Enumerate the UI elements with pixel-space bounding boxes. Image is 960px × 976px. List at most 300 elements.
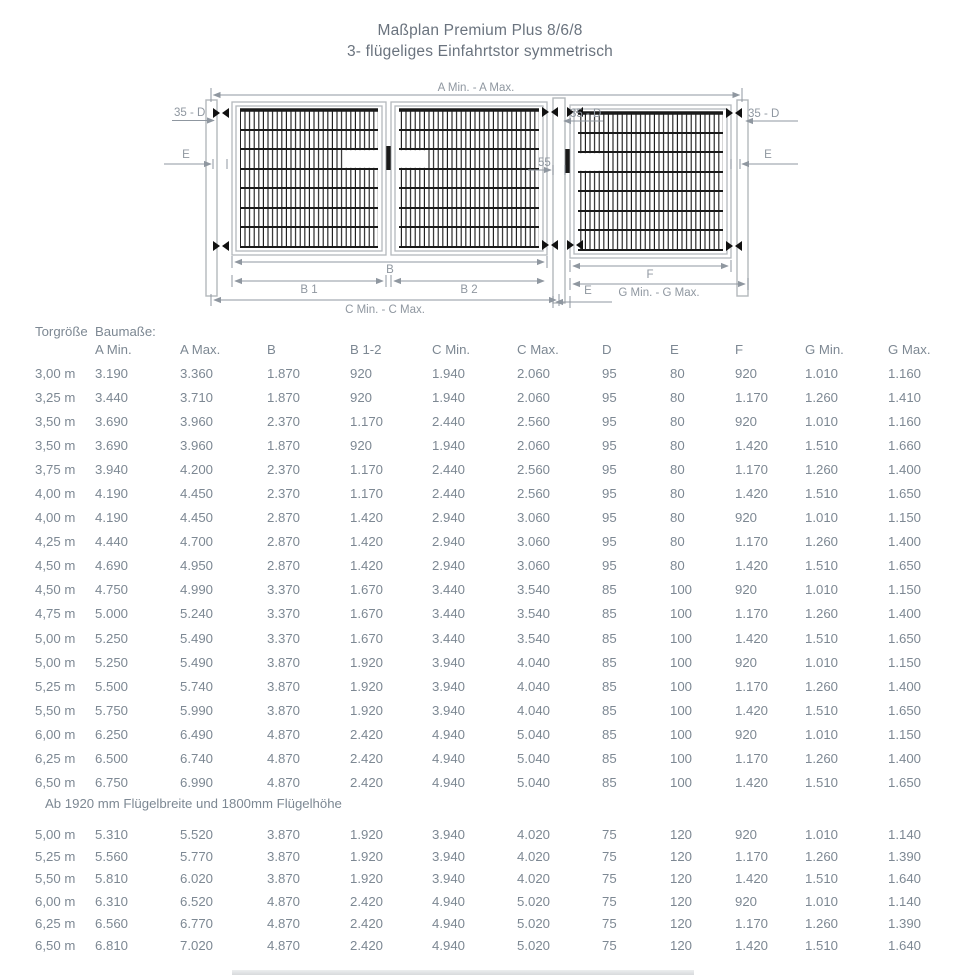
cell-value: 1.420 <box>735 938 769 954</box>
bottom-edge-mark <box>232 970 694 975</box>
cell-value: 5.250 <box>95 630 129 646</box>
cell-value: 920 <box>735 893 758 909</box>
cell-value: 1.170 <box>350 486 384 502</box>
cell-value: 3.870 <box>267 678 301 694</box>
cell-value: 1.650 <box>888 630 922 646</box>
cell-value: 6.810 <box>95 938 129 954</box>
post-middle <box>553 98 565 303</box>
column-header: C Min. <box>432 342 471 357</box>
cell-value: 95 <box>602 365 617 381</box>
cell-value: 5.770 <box>180 848 214 864</box>
table-row <box>0 650 960 674</box>
cell-value: 6.520 <box>180 893 214 909</box>
column-header: C Max. <box>517 342 559 357</box>
table-row <box>0 506 960 530</box>
cell-value: 75 <box>602 826 617 842</box>
post-right <box>737 100 748 296</box>
table-row <box>0 602 960 626</box>
table-block-2 <box>0 823 960 957</box>
cell-value: 3.440 <box>95 389 129 405</box>
table-row <box>0 626 960 650</box>
cell-value: 4.940 <box>432 938 466 954</box>
cell-value: 6.490 <box>180 726 214 742</box>
cell-value: 1.510 <box>805 871 839 887</box>
cell-value: 1.640 <box>888 871 922 887</box>
cell-value: 1.170 <box>350 413 384 429</box>
cell-value: 3.940 <box>432 702 466 718</box>
cell-value: 2.940 <box>432 558 466 574</box>
cell-value: 1.010 <box>805 826 839 842</box>
cell-value: 2.870 <box>267 510 301 526</box>
dim-35d-middle-label: 35 - D <box>570 108 602 120</box>
cell-value: 80 <box>670 389 685 405</box>
cell-value: 1.420 <box>735 486 769 502</box>
cell-value: 1.420 <box>350 558 384 574</box>
cell-value: 1.920 <box>350 871 384 887</box>
dim-55-label: 55 <box>538 157 551 169</box>
cell-torgroesse: 3,00 m <box>35 365 76 381</box>
post-left <box>206 100 217 296</box>
cell-value: 1.420 <box>350 510 384 526</box>
cell-value: 3.540 <box>517 582 551 598</box>
cell-value: 2.420 <box>350 893 384 909</box>
cell-value: 4.870 <box>267 751 301 767</box>
cell-value: 85 <box>602 606 617 622</box>
cell-torgroesse: 6,50 m <box>35 775 76 791</box>
cell-value: 3.960 <box>180 437 214 453</box>
cell-value: 85 <box>602 630 617 646</box>
cell-value: 1.420 <box>735 775 769 791</box>
cell-value: 95 <box>602 510 617 526</box>
cell-value: 3.540 <box>517 606 551 622</box>
cell-value: 100 <box>670 751 693 767</box>
dim-a-label: A Min. - A Max. <box>437 82 515 94</box>
wing-1-lock-cutout <box>343 150 378 168</box>
table-row <box>0 823 960 845</box>
cell-value: 1.160 <box>888 365 922 381</box>
wing-2-lock-cutout <box>399 150 425 168</box>
cell-value: 1.170 <box>735 678 769 694</box>
cell-value: 4.020 <box>517 871 551 887</box>
cell-value: 95 <box>602 389 617 405</box>
cell-value: 1.940 <box>432 365 466 381</box>
table-row <box>0 771 960 795</box>
table-row <box>0 934 960 956</box>
cell-value: 5.240 <box>180 606 214 622</box>
cell-value: 5.020 <box>517 915 551 931</box>
cell-value: 75 <box>602 938 617 954</box>
cell-value: 1.420 <box>350 534 384 550</box>
cell-value: 920 <box>735 726 758 742</box>
cell-value: 3.940 <box>432 848 466 864</box>
table-row <box>0 361 960 385</box>
cell-value: 1.150 <box>888 654 922 670</box>
cell-value: 1.510 <box>805 558 839 574</box>
cell-value: 1.150 <box>888 726 922 742</box>
cell-torgroesse: 6,25 m <box>35 751 76 767</box>
cell-value: 3.870 <box>267 654 301 670</box>
cell-value: 120 <box>670 871 693 887</box>
cell-value: 2.440 <box>432 486 466 502</box>
cell-value: 100 <box>670 654 693 670</box>
cell-value: 1.420 <box>735 630 769 646</box>
table-row <box>0 481 960 505</box>
cell-value: 85 <box>602 654 617 670</box>
wing-3-lock-cutout <box>578 153 603 171</box>
cell-value: 1.400 <box>888 606 922 622</box>
cell-value: 1.920 <box>350 654 384 670</box>
cell-value: 1.420 <box>735 437 769 453</box>
cell-value: 4.040 <box>517 654 551 670</box>
cell-value: 6.770 <box>180 915 214 931</box>
cell-torgroesse: 4,00 m <box>35 486 76 502</box>
cell-value: 4.940 <box>432 726 466 742</box>
cell-value: 6.990 <box>180 775 214 791</box>
cell-value: 1.010 <box>805 582 839 598</box>
cell-value: 1.920 <box>350 702 384 718</box>
cell-value: 100 <box>670 775 693 791</box>
cell-value: 4.870 <box>267 893 301 909</box>
cell-value: 3.870 <box>267 826 301 842</box>
cell-value: 5.520 <box>180 826 214 842</box>
page-title <box>0 20 960 62</box>
cell-value: 3.960 <box>180 413 214 429</box>
cell-value: 5.040 <box>517 726 551 742</box>
cell-value: 2.560 <box>517 486 551 502</box>
cell-value: 1.170 <box>350 461 384 477</box>
cell-value: 1.010 <box>805 893 839 909</box>
cell-value: 5.990 <box>180 702 214 718</box>
cell-value: 80 <box>670 365 685 381</box>
cell-value: 4.870 <box>267 726 301 742</box>
cell-value: 4.020 <box>517 848 551 864</box>
cell-value: 85 <box>602 726 617 742</box>
table-row <box>0 457 960 481</box>
cell-value: 1.170 <box>735 461 769 477</box>
cell-value: 4.440 <box>95 534 129 550</box>
cell-value: 2.440 <box>432 413 466 429</box>
dim-b2-label: B 2 <box>460 284 478 296</box>
cell-value: 5.810 <box>95 871 129 887</box>
dim-e-right-label: E <box>764 149 772 161</box>
cell-value: 1.010 <box>805 510 839 526</box>
cell-value: 1.640 <box>888 938 922 954</box>
column-header: G Min. <box>805 342 844 357</box>
cell-value: 120 <box>670 938 693 954</box>
cell-torgroesse: 6,00 m <box>35 726 76 742</box>
dim-b-label: B <box>386 264 394 276</box>
cell-value: 80 <box>670 558 685 574</box>
table-row <box>0 530 960 554</box>
cell-value: 1.140 <box>888 826 922 842</box>
cell-value: 1.260 <box>805 848 839 864</box>
cell-torgroesse: 4,75 m <box>35 606 76 622</box>
cell-value: 1.670 <box>350 582 384 598</box>
dim-f-label: F <box>646 269 654 281</box>
cell-value: 5.740 <box>180 678 214 694</box>
gate-infill <box>240 110 723 250</box>
cell-value: 1.390 <box>888 915 922 931</box>
cell-value: 3.440 <box>432 582 466 598</box>
cell-value: 1.400 <box>888 534 922 550</box>
cell-value: 1.650 <box>888 558 922 574</box>
cell-value: 1.010 <box>805 726 839 742</box>
cell-torgroesse: 3,50 m <box>35 413 76 429</box>
cell-value: 3.370 <box>267 606 301 622</box>
cell-value: 4.040 <box>517 702 551 718</box>
cell-value: 1.510 <box>805 702 839 718</box>
cell-value: 75 <box>602 848 617 864</box>
cell-value: 6.500 <box>95 751 129 767</box>
cell-value: 6.250 <box>95 726 129 742</box>
cell-value: 1.010 <box>805 654 839 670</box>
cell-value: 4.450 <box>180 510 214 526</box>
cell-value: 1.920 <box>350 848 384 864</box>
table-row <box>0 868 960 890</box>
cell-value: 1.260 <box>805 678 839 694</box>
cell-value: 1.260 <box>805 915 839 931</box>
cell-value: 4.940 <box>432 893 466 909</box>
cell-value: 4.940 <box>432 751 466 767</box>
cell-value: 5.500 <box>95 678 129 694</box>
column-header: A Max. <box>180 342 221 357</box>
cell-value: 85 <box>602 775 617 791</box>
cell-value: 1.870 <box>267 437 301 453</box>
cell-value: 1.650 <box>888 486 922 502</box>
cell-value: 4.450 <box>180 486 214 502</box>
cell-value: 3.690 <box>95 437 129 453</box>
dim-c-label: C Min. - C Max. <box>345 304 425 316</box>
cell-value: 95 <box>602 437 617 453</box>
dim-35d-right-label: 35 - D <box>748 108 780 120</box>
cell-value: 1.940 <box>432 389 466 405</box>
cell-value: 2.370 <box>267 413 301 429</box>
cell-value: 5.310 <box>95 826 129 842</box>
cell-value: 100 <box>670 678 693 694</box>
cell-value: 1.010 <box>805 413 839 429</box>
cell-value: 4.940 <box>432 915 466 931</box>
cell-value: 2.420 <box>350 726 384 742</box>
cell-value: 3.060 <box>517 534 551 550</box>
cell-value: 2.940 <box>432 510 466 526</box>
cell-value: 95 <box>602 461 617 477</box>
cell-value: 1.510 <box>805 486 839 502</box>
cell-value: 3.940 <box>95 461 129 477</box>
cell-value: 95 <box>602 413 617 429</box>
cell-value: 85 <box>602 678 617 694</box>
dim-g-label: G Min. - G Max. <box>618 287 700 299</box>
dim-e-left-label: E <box>182 149 190 161</box>
cell-value: 1.140 <box>888 893 922 909</box>
table-row <box>0 698 960 722</box>
cell-torgroesse: 5,00 m <box>35 826 76 842</box>
cell-value: 95 <box>602 534 617 550</box>
side-handle <box>565 149 569 173</box>
cell-value: 3.060 <box>517 558 551 574</box>
cell-value: 1.410 <box>888 389 922 405</box>
cell-value: 6.560 <box>95 915 129 931</box>
cell-value: 85 <box>602 702 617 718</box>
cell-value: 75 <box>602 915 617 931</box>
column-header: F <box>735 342 744 357</box>
cell-value: 5.020 <box>517 938 551 954</box>
cell-torgroesse: 4,50 m <box>35 558 76 574</box>
cell-value: 2.420 <box>350 775 384 791</box>
cell-value: 6.750 <box>95 775 129 791</box>
title-line-1: Maßplan Premium Plus 8/6/8 <box>377 22 583 39</box>
cell-value: 1.920 <box>350 826 384 842</box>
cell-torgroesse: 3,50 m <box>35 437 76 453</box>
cell-torgroesse: 6,25 m <box>35 915 76 931</box>
cell-value: 4.750 <box>95 582 129 598</box>
column-header: B <box>267 342 276 357</box>
cell-torgroesse: 5,25 m <box>35 678 76 694</box>
cell-value: 1.400 <box>888 461 922 477</box>
cell-value: 1.170 <box>735 389 769 405</box>
cell-value: 1.650 <box>888 775 922 791</box>
table-separator-note: Ab 1920 mm Flügelbreite und 1800mm Flügelhöhe <box>45 796 342 811</box>
cell-value: 3.870 <box>267 871 301 887</box>
table-row <box>0 385 960 409</box>
cell-value: 100 <box>670 606 693 622</box>
cell-value: 4.040 <box>517 678 551 694</box>
cell-value: 4.870 <box>267 775 301 791</box>
cell-torgroesse: 4,50 m <box>35 582 76 598</box>
cell-value: 1.940 <box>432 437 466 453</box>
cell-value: 100 <box>670 702 693 718</box>
cell-value: 1.390 <box>888 848 922 864</box>
cell-value: 3.940 <box>432 826 466 842</box>
cell-torgroesse: 4,00 m <box>35 510 76 526</box>
cell-value: 5.560 <box>95 848 129 864</box>
table-row <box>0 409 960 433</box>
cell-value: 2.560 <box>517 461 551 477</box>
cell-value: 80 <box>670 486 685 502</box>
cell-value: 2.370 <box>267 486 301 502</box>
cell-value: 1.510 <box>805 437 839 453</box>
table-header-group <box>0 324 960 339</box>
cell-value: 3.940 <box>432 678 466 694</box>
cell-value: 120 <box>670 915 693 931</box>
cell-value: 5.020 <box>517 893 551 909</box>
cell-value: 3.870 <box>267 702 301 718</box>
table-row <box>0 554 960 578</box>
table-row <box>0 890 960 912</box>
cell-value: 85 <box>602 582 617 598</box>
cell-value: 5.490 <box>180 654 214 670</box>
cell-value: 4.940 <box>432 775 466 791</box>
cell-torgroesse: 3,75 m <box>35 461 76 477</box>
cell-value: 3.540 <box>517 630 551 646</box>
cell-torgroesse: 6,00 m <box>35 893 76 909</box>
column-header: G Max. <box>888 342 931 357</box>
cell-value: 120 <box>670 848 693 864</box>
cell-value: 5.040 <box>517 751 551 767</box>
cell-value: 920 <box>350 365 373 381</box>
cell-value: 1.260 <box>805 389 839 405</box>
cell-value: 1.510 <box>805 630 839 646</box>
header-baumasse: Baumaße: <box>95 324 156 339</box>
cell-torgroesse: 3,25 m <box>35 389 76 405</box>
cell-value: 3.370 <box>267 582 301 598</box>
column-header: A Min. <box>95 342 132 357</box>
column-header: E <box>670 342 679 357</box>
cell-value: 5.040 <box>517 775 551 791</box>
cell-value: 75 <box>602 871 617 887</box>
cell-value: 5.250 <box>95 654 129 670</box>
cell-value: 5.490 <box>180 630 214 646</box>
cell-value: 920 <box>735 654 758 670</box>
cell-value: 1.510 <box>805 938 839 954</box>
cell-value: 3.710 <box>180 389 214 405</box>
cell-value: 2.870 <box>267 534 301 550</box>
cell-value: 1.150 <box>888 582 922 598</box>
dim-e-bottom-label: E <box>584 285 592 297</box>
cell-value: 4.990 <box>180 582 214 598</box>
cell-value: 920 <box>735 826 758 842</box>
cell-value: 4.870 <box>267 915 301 931</box>
cell-value: 1.010 <box>805 365 839 381</box>
cell-value: 1.920 <box>350 678 384 694</box>
cell-value: 1.150 <box>888 510 922 526</box>
cell-value: 4.690 <box>95 558 129 574</box>
cell-value: 5.750 <box>95 702 129 718</box>
cell-value: 920 <box>350 437 373 453</box>
cell-value: 3.060 <box>517 510 551 526</box>
cell-value: 3.440 <box>432 630 466 646</box>
table-block-1 <box>0 361 960 795</box>
cell-value: 2.420 <box>350 938 384 954</box>
cell-value: 4.020 <box>517 826 551 842</box>
cell-value: 1.170 <box>735 751 769 767</box>
cell-value: 1.660 <box>888 437 922 453</box>
cell-value: 920 <box>735 510 758 526</box>
cell-value: 3.190 <box>95 365 129 381</box>
cell-value: 1.420 <box>735 871 769 887</box>
cell-value: 4.870 <box>267 938 301 954</box>
table-row <box>0 578 960 602</box>
cell-value: 3.870 <box>267 848 301 864</box>
cell-value: 4.700 <box>180 534 214 550</box>
cell-value: 1.510 <box>805 775 839 791</box>
cell-value: 6.740 <box>180 751 214 767</box>
cell-value: 2.870 <box>267 558 301 574</box>
cell-value: 1.170 <box>735 848 769 864</box>
cell-value: 1.650 <box>888 702 922 718</box>
cell-value: 80 <box>670 510 685 526</box>
cell-value: 2.440 <box>432 461 466 477</box>
cell-value: 1.670 <box>350 630 384 646</box>
cell-value: 7.020 <box>180 938 214 954</box>
cell-value: 4.200 <box>180 461 214 477</box>
table-header-columns <box>0 342 960 357</box>
cell-value: 3.370 <box>267 630 301 646</box>
cell-torgroesse: 5,50 m <box>35 702 76 718</box>
cell-value: 6.020 <box>180 871 214 887</box>
cell-value: 920 <box>735 413 758 429</box>
cell-value: 100 <box>670 582 693 598</box>
cell-value: 4.190 <box>95 486 129 502</box>
cell-value: 1.260 <box>805 606 839 622</box>
cell-value: 920 <box>350 389 373 405</box>
cell-torgroesse: 5,50 m <box>35 871 76 887</box>
cell-value: 1.420 <box>735 702 769 718</box>
cell-value: 1.170 <box>735 606 769 622</box>
cell-value: 2.940 <box>432 534 466 550</box>
cell-value: 85 <box>602 751 617 767</box>
cell-value: 2.060 <box>517 437 551 453</box>
table-row <box>0 674 960 698</box>
